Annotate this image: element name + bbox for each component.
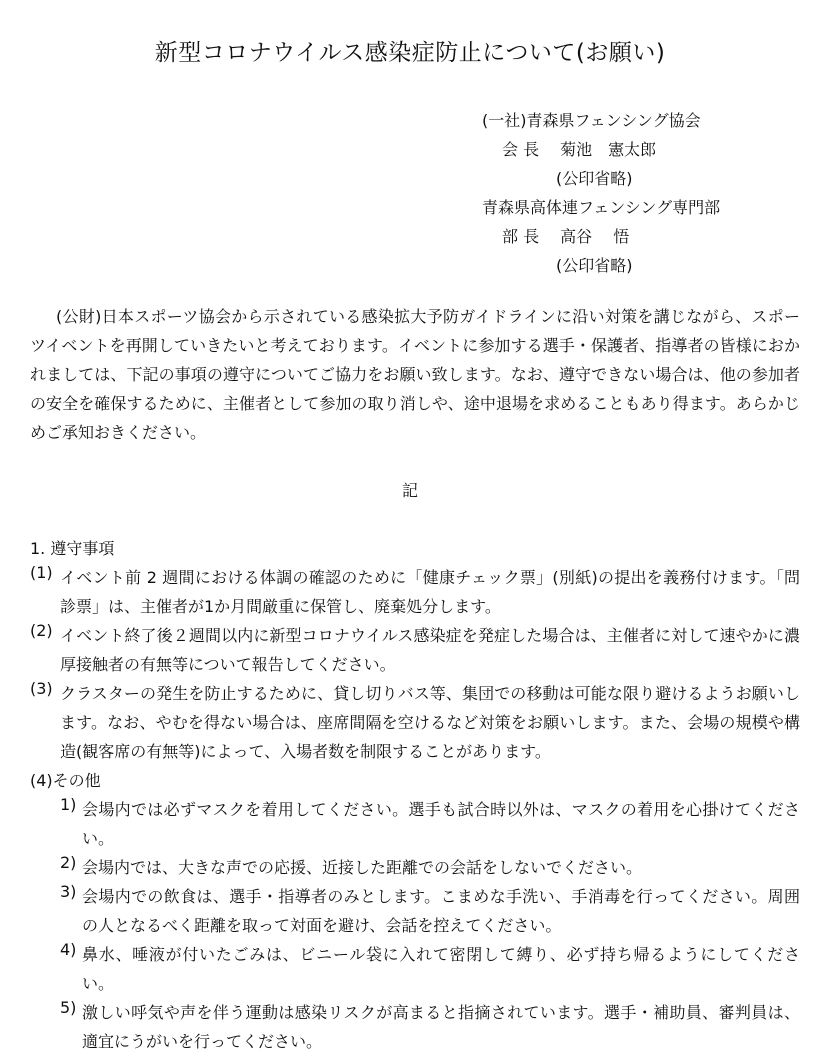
rules-section [30, 534, 800, 1056]
other-item [60, 998, 800, 1056]
other-item [60, 882, 800, 940]
rule-number: (1) [30, 563, 53, 582]
ki-heading: 記 [401, 481, 418, 500]
rule-text: クラスターの発生を防止するために、貸し切りバス等、集団での移動は可能な限り避けるようお願いします。なお、やむを得ない場合は、座席間隔を空けるなど対策をお願いします。また、会場の規模や構造(観客席の有無等)によって、入場者数を制限することがあります。 [60, 684, 800, 761]
other-text: 会場内では必ずマスクを着用してください。選手も試合時以外は、マスクの着用を心掛けてください。 [82, 800, 800, 848]
rule-number: (3) [30, 679, 53, 698]
other-text: 鼻水、唾液が付いたごみは、ビニール袋に入れて密閉して縛り、必ず持ち帰るようにしてください。 [82, 945, 800, 993]
other-text: 会場内では、大きな声での応援、近接した距離での会話をしないでください。 [82, 858, 643, 877]
sender-block [482, 106, 720, 280]
rule-number: (2) [30, 621, 53, 640]
other-item [60, 795, 800, 853]
sender-role-2: 部 長 高谷 悟 [502, 227, 630, 246]
other-text: 会場内での飲食は、選手・指導者のみとします。こまめな手洗い、手消毒を行ってください。周囲の人となるべく距離を取って対面を避け、会話を控えてください。 [82, 887, 800, 935]
rule-text: イベント前 2 週間における体調の確認のために「健康チェック票」(別紙)の提出を義務付けます。「問診票」は、主催者が1か月間厳重に保管し、廃棄処分します。 [60, 568, 800, 616]
section-heading: 1. 遵守事項 [30, 539, 115, 558]
rule-item [30, 563, 800, 621]
other-number: 3) [60, 882, 77, 901]
other-number: 1) [60, 795, 77, 814]
other-heading: (4)その他 [30, 771, 101, 790]
intro-paragraph: (公財)日本スポーツ協会から示されている感染拡大予防ガイドラインに沿い対策を講じながら、スポーツイベントを再開していきたいと考えております。イベントに参加する選手・保護者、指導者の皆様におかれましては、下記の事項の遵守についてご協力をお願い致します。なお、遵守できない場合は、他の参加者の安全を確保するために、主催者として参加の取り消しや、途中退場を求めることもあり得ます。あらかじめご承知おきください。 [30, 307, 800, 442]
sender-role-1: 会 長 菊池 憲太郎 [502, 140, 657, 159]
other-text: 激しい呼気や声を伴う運動は感染リスクが高まると指摘されています。選手・補助員、審判員は、適宜にうがいを行ってください。 [82, 1003, 800, 1051]
sender-org-2: 青森県高体連フェンシング専門部 [482, 198, 721, 217]
document-title: 新型コロナウイルス感染症防止について(お願い) [154, 40, 666, 66]
other-number: 5) [60, 998, 77, 1017]
other-number: 2) [60, 853, 77, 872]
other-item [60, 853, 800, 882]
sender-seal-1: (公印省略) [556, 169, 633, 188]
sender-seal-2: (公印省略) [556, 256, 633, 275]
rule-text: イベント終了後２週間以内に新型コロナウイルス感染症を発症した場合は、主催者に対して速やかに濃厚接触者の有無等について報告してください。 [60, 626, 800, 674]
other-item [60, 940, 800, 998]
rule-item [30, 679, 800, 766]
sender-org-1: (一社)青森県フェンシング協会 [482, 111, 701, 130]
rule-item [30, 621, 800, 679]
other-number: 4) [60, 940, 77, 959]
